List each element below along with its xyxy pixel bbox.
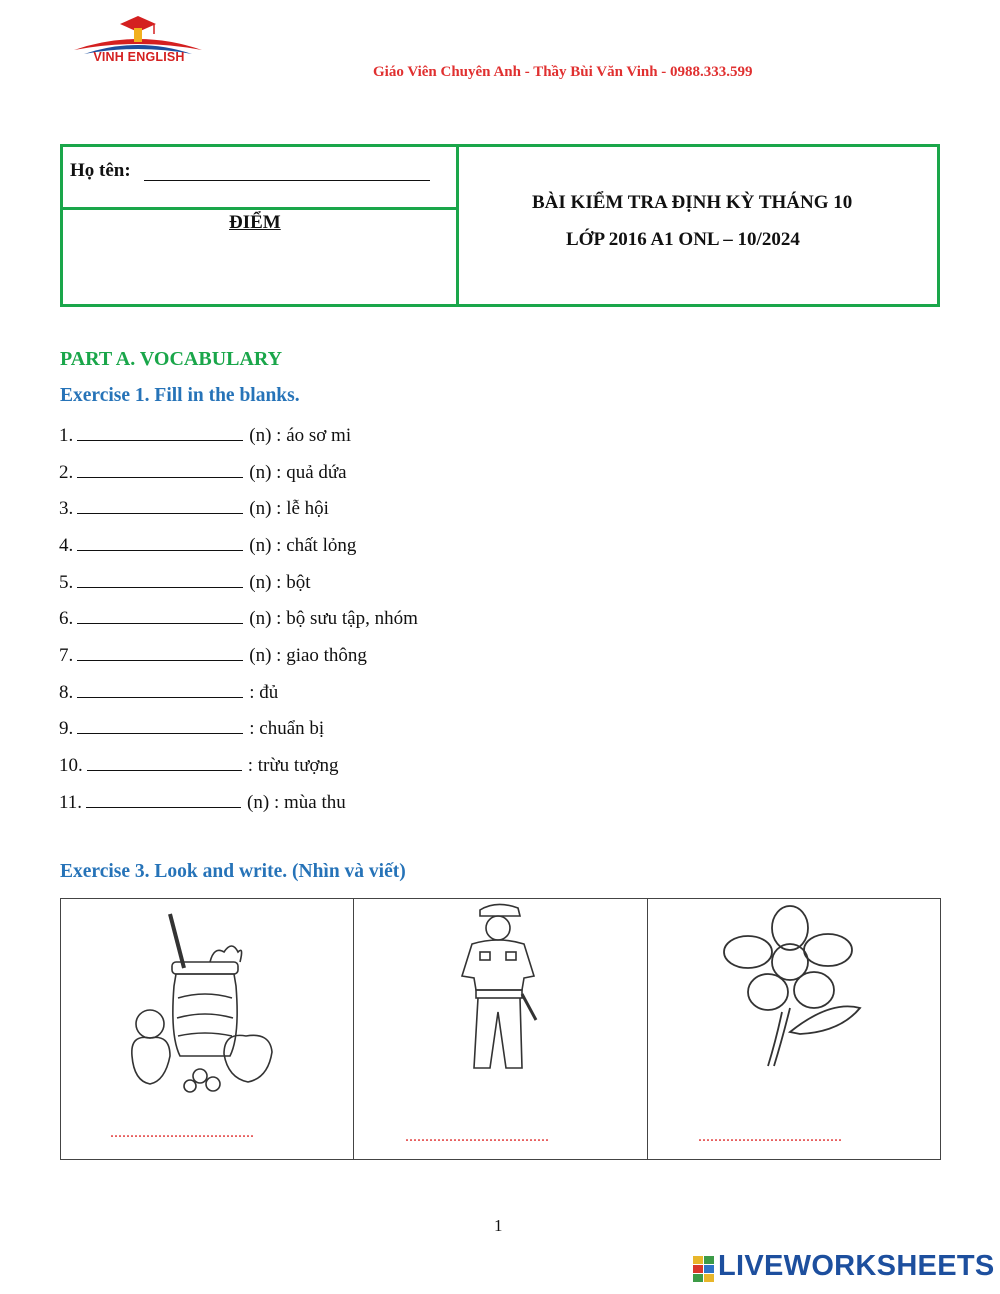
item-pos: (n) : — [247, 792, 280, 813]
answer-blank[interactable] — [77, 605, 243, 624]
police-officer-picture — [450, 898, 560, 1076]
name-input-line[interactable] — [144, 160, 430, 181]
box-divider-horizontal — [63, 207, 456, 210]
item-pos: : — [249, 682, 255, 703]
table-divider — [647, 899, 648, 1159]
item-number: 9. — [59, 718, 74, 739]
liveworksheets-logo-icon — [693, 1252, 715, 1286]
part-a-title: PART A. VOCABULARY — [60, 348, 283, 370]
list-item — [59, 532, 356, 556]
answer-blank[interactable] — [77, 679, 243, 698]
answer-blank[interactable] — [77, 569, 243, 588]
item-pos: (n) : — [249, 462, 282, 483]
item-number: 2. — [59, 462, 74, 483]
score-label: ĐIỂM — [229, 212, 281, 233]
name-label: Họ tên: — [70, 160, 131, 181]
item-meaning: chuẩn bị — [259, 718, 325, 739]
page-number: 1 — [494, 1216, 503, 1235]
item-pos: (n) : — [249, 572, 282, 593]
answer-blank[interactable] — [77, 642, 243, 661]
item-number: 1. — [59, 425, 74, 446]
teacher-info: Giáo Viên Chuyên Anh - Thầy Bùi Văn Vinh - 0988.333.599 — [373, 64, 753, 80]
answer-blank[interactable] — [77, 422, 243, 441]
item-number: 7. — [59, 645, 74, 666]
answer-blank[interactable] — [77, 495, 243, 514]
item-meaning: chất lỏng — [286, 535, 357, 556]
flower-picture — [720, 900, 865, 1070]
item-meaning: quả dứa — [286, 462, 347, 483]
logo-text: VINH ENGLISH — [93, 50, 185, 64]
answer-blank[interactable] — [86, 789, 241, 808]
list-item — [59, 495, 329, 519]
list-item — [59, 752, 339, 776]
item-meaning: áo sơ mi — [286, 425, 352, 446]
strawberry-juice-picture — [120, 906, 290, 1096]
item-number: 3. — [59, 498, 74, 519]
list-item — [59, 569, 310, 593]
exercise1-title: Exercise 1. Fill in the blanks. — [60, 385, 300, 406]
item-meaning: lễ hội — [286, 498, 329, 519]
answer-blank[interactable] — [77, 532, 243, 551]
answer-blank[interactable] — [77, 715, 243, 734]
item-meaning: trừu tượng — [257, 755, 339, 776]
item-pos: : — [249, 718, 255, 739]
item-number: 5. — [59, 572, 74, 593]
list-item — [59, 715, 324, 739]
item-number: 10. — [59, 755, 83, 776]
item-meaning: bộ sưu tập, nhóm — [286, 608, 418, 629]
answer-blank[interactable] — [87, 752, 242, 771]
box-divider-vertical — [456, 147, 459, 304]
item-number: 6. — [59, 608, 74, 629]
answer-dots-2[interactable]: .................................... — [405, 1128, 549, 1145]
list-item — [59, 642, 367, 666]
list-item — [59, 459, 347, 483]
test-title: BÀI KIỂM TRA ĐỊNH KỲ THÁNG 10 — [532, 192, 853, 213]
item-number: 11. — [59, 792, 83, 813]
exercise3-title: Exercise 3. Look and write. (Nhìn và viết) — [60, 861, 406, 882]
answer-dots-3[interactable]: .................................... — [698, 1128, 842, 1145]
item-pos: (n) : — [249, 425, 282, 446]
item-meaning: đủ — [259, 682, 279, 703]
list-item — [59, 679, 278, 703]
item-number: 8. — [59, 682, 74, 703]
test-class: LỚP 2016 A1 ONL – 10/2024 — [566, 229, 800, 250]
item-pos: (n) : — [249, 645, 282, 666]
item-pos: (n) : — [249, 608, 282, 629]
list-item — [59, 605, 418, 629]
list-item — [59, 422, 351, 446]
item-pos: (n) : — [249, 498, 282, 519]
item-pos: (n) : — [249, 535, 282, 556]
list-item — [59, 789, 346, 813]
item-number: 4. — [59, 535, 74, 556]
table-divider — [353, 899, 354, 1159]
item-pos: : — [247, 755, 254, 776]
item-meaning: bột — [286, 572, 311, 593]
item-meaning: mùa thu — [283, 792, 346, 813]
liveworksheets-brand[interactable]: LIVEWORKSHEETS — [718, 1250, 995, 1282]
answer-dots-1[interactable]: .................................... — [110, 1124, 254, 1141]
item-meaning: giao thông — [286, 645, 367, 666]
answer-blank[interactable] — [77, 459, 243, 478]
